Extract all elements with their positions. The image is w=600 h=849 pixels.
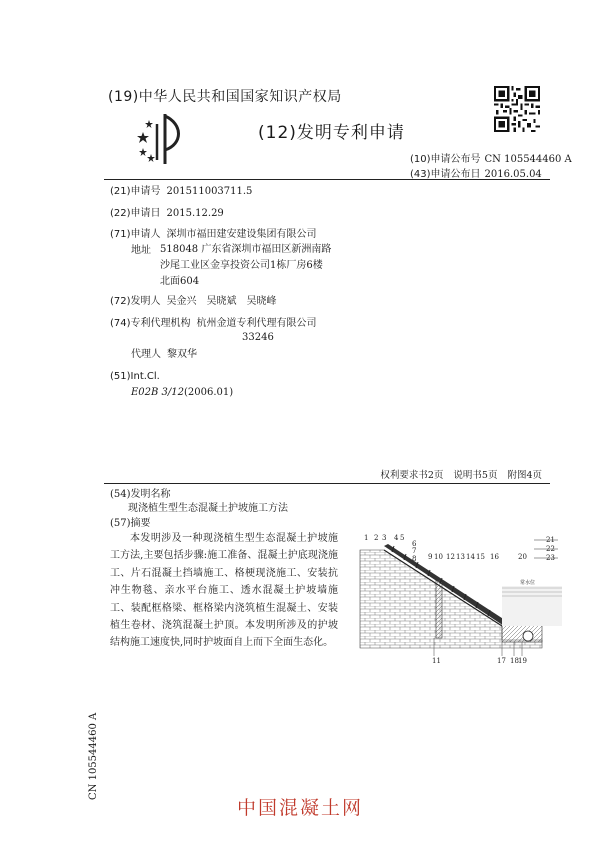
publication-number-label: (10)申请公布号 [410,154,481,165]
water-body [502,586,562,626]
address-line: 518048 广东省深圳市福田区新洲南路 [160,244,332,255]
header-divider [104,179,550,180]
part-label: 13 [456,553,465,561]
agency-name: 杭州金道专利代理有限公司 [196,318,317,329]
part-label: 2 [374,534,379,542]
agent-name: 黎双华 [167,349,197,360]
part-label: 20 [518,553,527,561]
publication-date-label: (43)申请公布日 [410,169,481,180]
part-label: 6 [412,540,417,548]
part-label: 21 [546,536,555,544]
qr-code-icon [494,86,540,132]
part-label: 14 [466,553,475,561]
publication-number: CN 105544460 A [484,154,572,165]
intcl-field [110,369,160,384]
address-lines [160,242,331,290]
application-number: 201511003711.5 [166,186,253,197]
applicant-label: (71)申请人 [110,229,161,240]
publication-date-row [410,165,542,180]
applicant-field [110,227,317,242]
water-level-label: 常水位 [520,580,536,586]
description-pages: 说明书5页 [453,470,498,481]
application-date-field [110,206,224,221]
part-label: 18 [510,657,519,665]
part-label: 16 [490,553,499,561]
inventors-label: (72)发明人 [110,296,161,307]
application-date: 2015.12.29 [166,208,224,219]
part-label: 17 [497,657,506,665]
part-label: 8 [412,555,417,563]
document-type: (12)发明专利申请 [258,123,405,143]
invention-title-label: (54)发明名称 [110,489,171,500]
application-date-label: (22)申请日 [110,208,161,219]
intcl-code: E02B 3/12 [131,387,185,398]
part-label: 3 [382,534,387,542]
intcl-year: (2006.01) [184,387,234,398]
address-label: 地址 [131,245,151,256]
part-label: 23 [546,554,555,562]
agency-label: (74)专利代理机构 [110,318,191,329]
inventors-field [110,294,277,309]
part-label: 12 [446,553,455,561]
invention-title: 现浇植生型生态混凝土护坡施工方法 [128,503,288,514]
application-number-field [110,184,252,199]
address-line: 北面604 [160,276,200,287]
part-label: 10 [434,553,443,561]
applicant-name: 深圳市福田建安建设集团有限公司 [166,229,317,240]
part-label: 1 [364,534,369,542]
page-counts [370,467,542,481]
application-number-label: (21)申请号 [110,186,161,197]
publication-number-row [410,150,572,165]
abstract-text: 本发明涉及一种现浇植生型生态混凝土护坡施工方法,主要包括步骤:施工准备、混凝土护底现浇施工、片石混凝土挡墙施工、格梗现浇施工、安装抗冲生物毯、亲水平台施工、透水混凝土护坡墙施工、装配框格梁、框格梁内浇筑植生混凝土、安装植生卷材、浇筑混凝土护顶。本发明所涉及的护坡结构施工速度快,同时护坡面自上而下全面生态化。 [110,533,338,649]
part-label: 4 [394,534,399,542]
agency-field [110,316,317,331]
intcl-label: (51)Int.Cl. [110,371,160,382]
part-label: 22 [546,545,555,553]
part-label: 19 [518,657,527,665]
agent-field [131,347,197,362]
office-name: (19)中华人民共和国国家知识产权局 [108,89,342,105]
address-line: 沙尾工业区金享投资公司1栋厂房6楼 [160,260,323,271]
section-divider [104,483,550,484]
site-watermark: 中国混凝土网 [236,797,363,819]
agent-label: 代理人 [131,349,161,360]
abstract-label: (57)摘要 [110,518,151,529]
part-label: 7 [412,547,417,555]
part-label: 11 [432,657,441,665]
part-label: 5 [400,534,405,542]
part-label: 15 [476,553,485,561]
cnipa-logo-icon [135,110,185,168]
slope-protection-drawing [352,528,562,668]
intcl-class-field [131,385,233,400]
agency-code: 33246 [242,332,274,343]
part-label: 9 [428,553,433,561]
inventors: 吴金兴 吴晓斌 吴晓峰 [166,296,277,307]
drawing-pages: 附图4页 [507,470,542,481]
claims-pages: 权利要求书2页 [380,470,444,481]
address-field [131,243,151,258]
side-publication-number: CN 105544460 A [88,712,99,800]
publication-date: 2016.05.04 [484,169,542,180]
